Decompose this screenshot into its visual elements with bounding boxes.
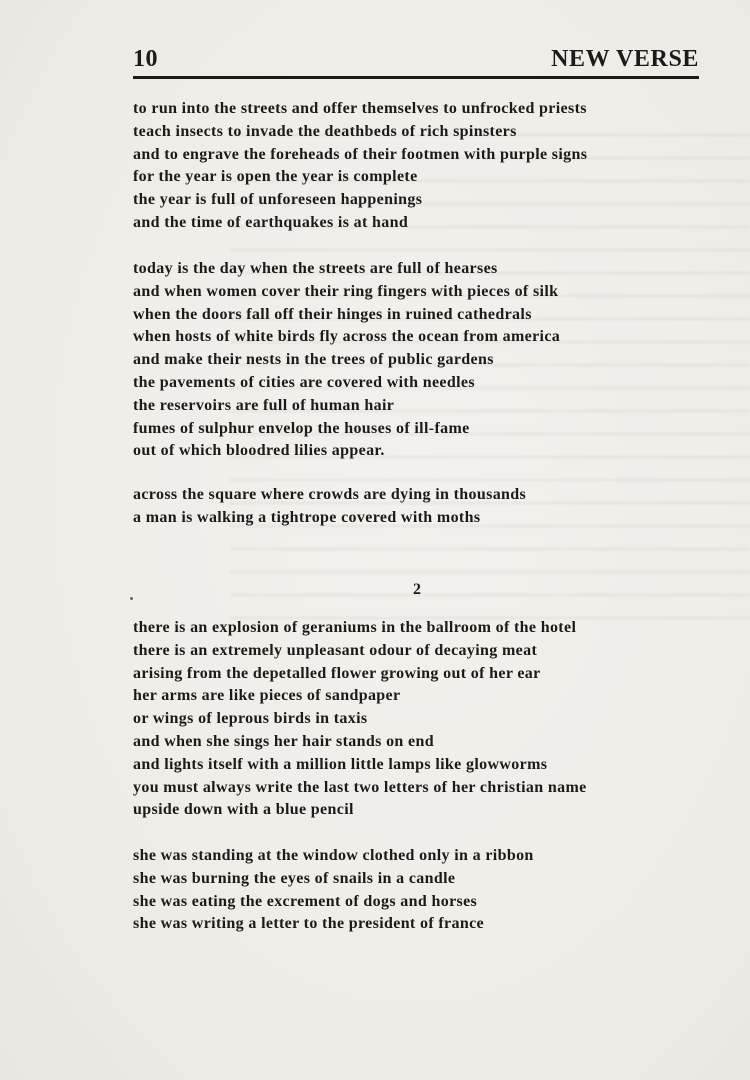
stanza-3 (133, 484, 713, 530)
section-number: 2 (413, 581, 421, 598)
verse-line: there is an explosion of geraniums in the ballroom of the hotel (133, 619, 577, 636)
verse-line: to run into the streets and offer themselves to unfrocked priests (133, 100, 587, 117)
paper-speck (130, 597, 133, 600)
verse-line: teach insects to invade the deathbeds of rich spinsters (133, 122, 517, 140)
verse-line: a man is walking a tightrope covered with moths (133, 508, 481, 526)
verse-line: and to engrave the foreheads of their footmen with purple signs (133, 145, 588, 163)
page-number: 10 (133, 46, 158, 72)
verse-line: across the square where crowds are dying in thousands (133, 486, 527, 503)
verse-line: or wings of leprous birds in taxis (133, 710, 368, 728)
stanza-2 (133, 258, 713, 463)
verse-line: there is an extremely unpleasant odour of decaying meat (133, 641, 538, 659)
verse-line: she was standing at the window clothed only in a ribbon (133, 847, 534, 864)
verse-line: and lights itself with a million little lamps like glowworms (133, 755, 548, 773)
verse-line: for the year is open the year is complete (133, 168, 418, 186)
verse-line: when hosts of white birds fly across the ocean from america (133, 328, 561, 346)
verse-line: you must always write the last two letters of her christian name (133, 778, 587, 796)
running-head: NEW VERSE (551, 46, 699, 72)
verse-line: the reservoirs are full of human hair (133, 396, 395, 414)
stanza-5 (133, 845, 713, 936)
verse-line: she was eating the excrement of dogs and horses (133, 892, 478, 910)
verse-line: and when women cover their ring fingers with pieces of silk (133, 282, 559, 300)
stanza-4 (133, 617, 713, 822)
verse-line: she was writing a letter to the president of france (133, 915, 484, 933)
verse-line: and the time of earthquakes is at hand (133, 213, 409, 231)
header-rule (133, 76, 699, 79)
stanza-1 (133, 98, 713, 235)
page-header (133, 44, 699, 78)
verse-line: and make their nests in the trees of public gardens (133, 351, 494, 369)
verse-line: arising from the depetalled flower growing out of her ear (133, 664, 541, 682)
verse-line: out of which bloodred lilies appear. (133, 442, 385, 460)
verse-line: she was burning the eyes of snails in a candle (133, 869, 456, 887)
verse-line: and when she sings her hair stands on end (133, 732, 434, 750)
verse-line: the year is full of unforeseen happenings (133, 191, 423, 209)
verse-line: when the doors fall off their hinges in ruined cathedrals (133, 305, 532, 323)
verse-line: the pavements of cities are covered with needles (133, 373, 475, 391)
verse-line: her arms are like pieces of sandpaper (133, 687, 401, 705)
verse-line: upside down with a blue pencil (133, 801, 354, 819)
verse-line: today is the day when the streets are full of hearses (133, 260, 498, 277)
verse-line: fumes of sulphur envelop the houses of ill-fame (133, 419, 470, 437)
